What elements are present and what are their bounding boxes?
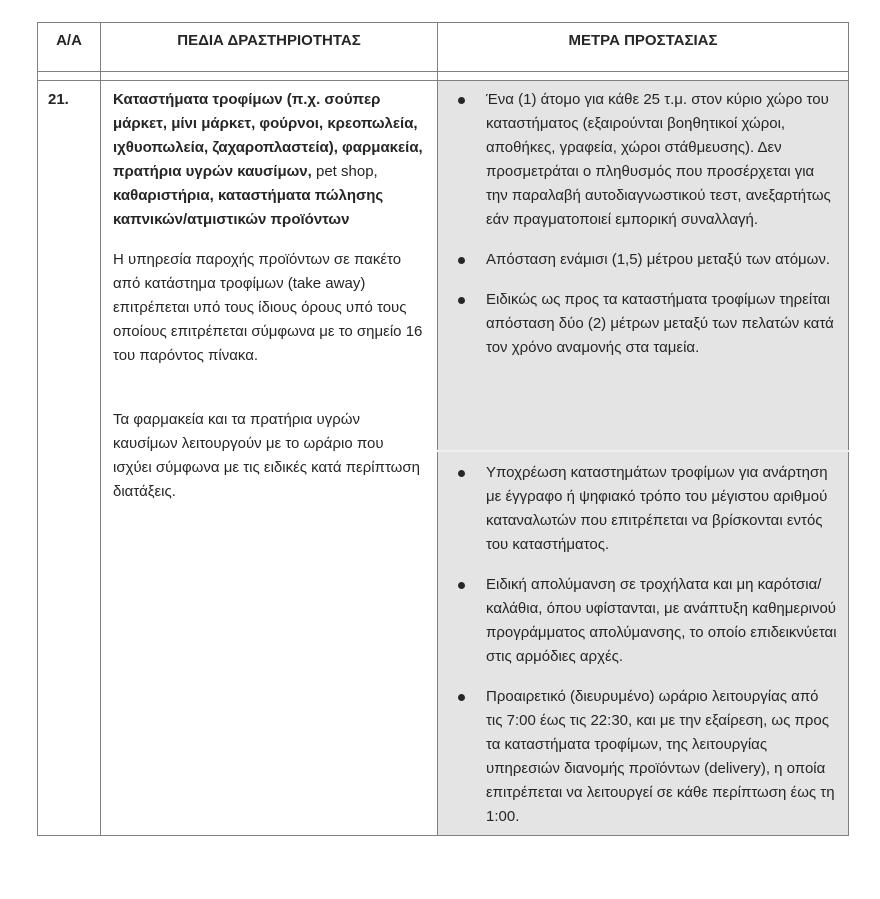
activity-title-bold-rest: καθαριστήρια, καταστήματα πώλησης καπνικών/ατμιστικών προϊόντων — [113, 187, 384, 228]
measure-text: Προαιρετικό (διευρυμένο) ωράριο λειτουργίας από τις 7:00 έως τις 22:30, και με την εξαίρεση, ως προς τα καταστήματα τροφίμων, της λειτουργίας υπηρεσιών διανομής προϊόντων (delivery), η οποία επιτρέπεται να λειτουργεί σε κάθε περίπτωση έως τη 1:00. — [486, 687, 835, 825]
table-header-row — [38, 23, 849, 72]
measure-item — [438, 461, 838, 557]
measures-cell-lower — [438, 451, 849, 836]
activity-title — [113, 88, 423, 232]
measures-cell-upper — [438, 81, 849, 451]
measure-text: Ειδική απολύμανση σε τροχήλατα και μη καρότσια/καλάθια, όπου υφίστανται, με ανάπτυξη καθημερινού προγράμματος απολύμανσης, το οποίο επιδεικνύεται στις αρμόδιες αρχές. — [486, 575, 837, 665]
activity-cell — [101, 81, 438, 836]
activity-paragraph-take-away: Η υπηρεσία παροχής προϊόντων σε πακέτο από κατάστημα τροφίμων (take away) επιτρέπεται υπό τους ίδιους όρους υπό τους οποίους επιτρέπεται σύμφωνα με το σημείο 16 του παρόντος πίνακα. — [113, 251, 423, 364]
bullet-icon — [458, 97, 465, 104]
measure-text: Ένα (1) άτομο για κάθε 25 τ.μ. στον κύριο χώρο του καταστήματος (εξαιρούνται βοηθητικοί χώροι, αποθήκες, γραφεία, χώροι στάθμευσης). Δεν προσμετράται ο πληθυσμός που προσέρχεται για την παραλαβή αυτοδιαγνωστικού τεστ, ανεξαρτήτως εάν πραγματοποιεί εμπορική συναλλαγή. — [486, 91, 831, 228]
measure-item — [438, 685, 838, 829]
column-header-protection-measures: ΜΕΤΡΑ ΠΡΟΣΤΑΣΙΑΣ — [438, 23, 849, 72]
measure-text: Απόσταση ενάμισι (1,5) μέτρου μεταξύ των ατόμων. — [486, 251, 831, 268]
measure-item — [438, 573, 838, 669]
document-page — [0, 22, 880, 899]
measure-text: Ειδικώς ως προς τα καταστήματα τροφίμων τηρείται απόσταση δύο (2) μέτρων μεταξύ των πελατών κατά τον χρόνο αναμονής στα ταμεία. — [486, 291, 834, 356]
spacer-cell — [101, 72, 438, 81]
measure-item — [438, 88, 838, 232]
spacer-row — [38, 72, 849, 81]
activity-paragraph-pharmacies: Τα φαρμακεία και τα πρατήρια υγρών καυσίμων λειτουργούν με το ωράριο που ισχύει σύμφωνα με τις ειδικές κατά περίπτωση διατάξεις. — [113, 411, 420, 500]
bullet-icon — [458, 297, 465, 304]
protection-measures-table — [37, 22, 849, 836]
bullet-icon — [458, 582, 465, 589]
bullet-icon — [458, 257, 465, 264]
measure-item — [438, 288, 838, 360]
row-number: 21. — [38, 81, 101, 836]
spacer-cell — [438, 72, 849, 81]
bullet-icon — [458, 470, 465, 477]
activity-title-bold-intro: Καταστήματα τροφίμων (π.χ. σούπερ μάρκετ, μίνι μάρκετ, φούρνοι, κρεοπωλεία, ιχθυοπωλεία, ζαχαροπλαστεία), φαρμακεία, πρατήρια υγρών καυσίμων, — [113, 91, 423, 180]
bullet-icon — [458, 694, 465, 701]
measure-item — [438, 248, 838, 272]
activity-title-regular-segment: pet shop, — [311, 163, 378, 180]
measure-text: Υποχρέωση καταστημάτων τροφίμων για ανάρτηση με έγγραφο ή ψηφιακό τρόπο του μέγιστου αριθμού καταναλωτών που επιτρέπεται να βρίσκονται εντός του καταστήματος. — [486, 463, 828, 553]
column-header-aa: Α/Α — [38, 23, 101, 72]
column-header-activity-fields: ΠΕΔΙΑ ΔΡΑΣΤΗΡΙΟΤΗΤΑΣ — [101, 23, 438, 72]
spacer-cell — [38, 72, 101, 81]
table-row-21-upper — [38, 81, 849, 451]
